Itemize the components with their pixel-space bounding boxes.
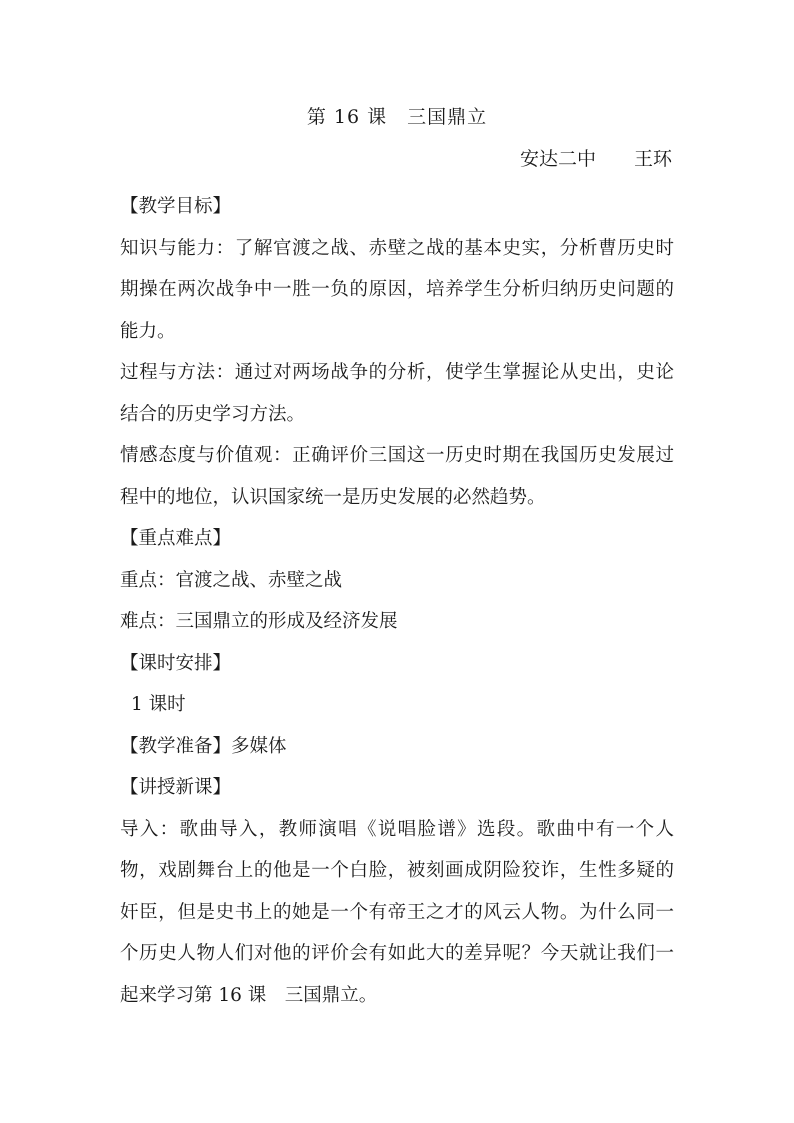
difficult-point-line: 难点：三国鼎立的形成及经济发展 [120,611,398,632]
schedule-value: 1 课时 [131,694,186,715]
preparation-line: 【教学准备】多媒体 [120,735,287,757]
key-points-heading: 【重点难点】 [120,528,232,549]
lesson-title: 第 16 课 三国鼎立 [306,106,488,128]
document-body [120,186,674,1016]
schedule-heading: 【课时安排】 [120,652,232,674]
goals-heading: 【教学目标】 [120,196,232,217]
author-line: 安达二中 王环 [519,148,672,170]
intro-paragraph: 导入：歌曲导入，教师演唱《说唱脸谱》选段。歌曲中有一个人物，戏剧舞台上的他是一个白脸，被刻画成阴险狡诈，生性多疑的奸臣，但是史书上的她是一个有帝王之才的风云人物。为什么同一个历史人物人们对他的评价会有如此大的差异呢？今天就让我们一起来学习第 16 课 三国鼎立。 [120,818,674,1006]
goal-emotion-paragraph: 情感态度与价值观：正确评价三国这一历史时期在我国历史发展过程中的地位，认识国家统一是历史发展的必然趋势。 [120,445,674,508]
goal-knowledge-paragraph: 知识与能力：了解官渡之战、赤壁之战的基本史实，分析曹历史时期操在两次战争中一胜一负的原因，培养学生分析归纳历史问题的能力。 [120,237,674,342]
teaching-heading: 【讲授新课】 [120,777,232,798]
goal-process-paragraph: 过程与方法：通过对两场战争的分析，使学生掌握论从史出，史论结合的历史学习方法。 [120,362,674,425]
key-point-line: 重点：官渡之战、赤壁之战 [120,569,343,591]
